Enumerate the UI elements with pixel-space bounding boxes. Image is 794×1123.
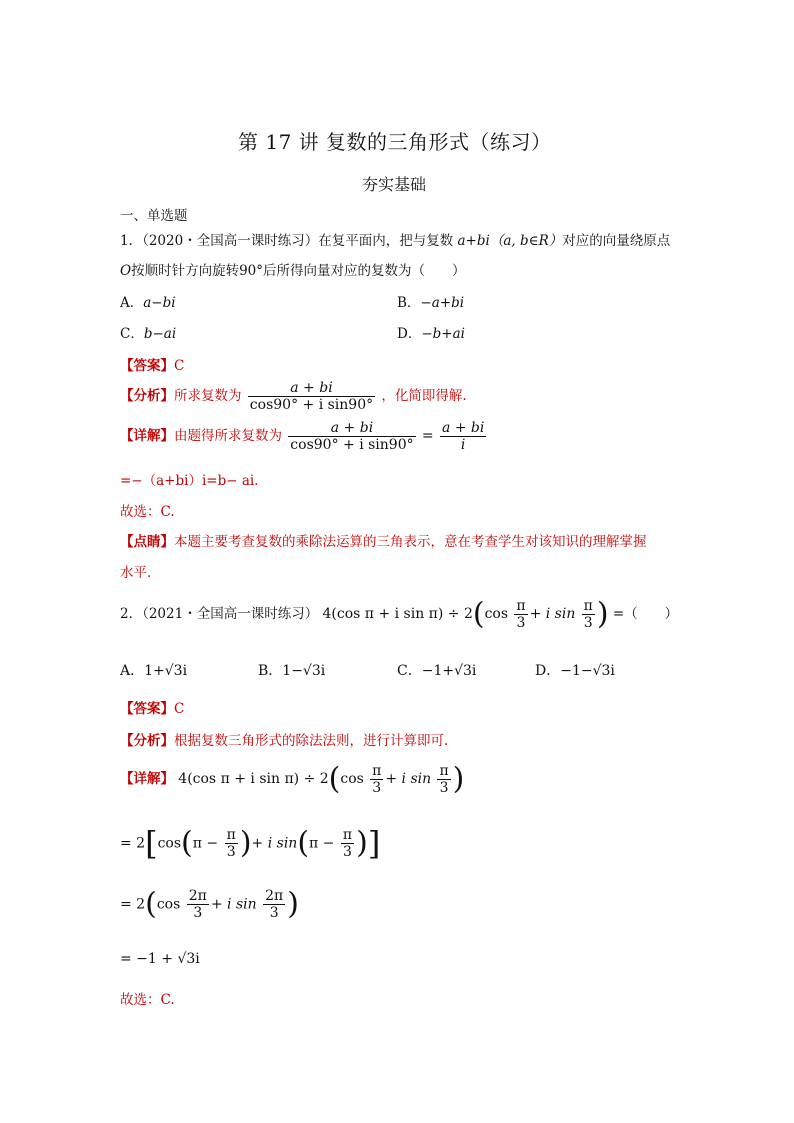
q2-option-c: C．−1+√3i (397, 663, 477, 679)
q2-detail: 【详解】 4(cos π + i sin π) ÷ 2(cos $\frac{\pi}{3}$ + i sin $\frac{\pi}{3}$ ) (120, 761, 465, 797)
q2-step-4: = −1 + √3i (120, 951, 200, 967)
q1-derivation-step: =−（a+bi）i=b− ai. (120, 473, 259, 489)
section-subtitle: 夯实基础 (362, 175, 427, 194)
q1-option-c: C．b−ai (120, 326, 177, 342)
q2-option-d: D．−1−√3i (535, 663, 615, 679)
q1-stem-line1: 1．（2020・全国高一课时练习）在复平面内，把与复数 a+bi（a, b∈R）对应的向量绕原点 (120, 233, 671, 249)
q1-comment-line1: 【点睛】本题主要考查复数的乘除法运算的三角表示，意在考查学生对该知识的理解掌握 (120, 534, 647, 550)
q1-analysis: 【分析】所求复数为 $\frac{a + bi}{\text{cos90° + i sin90°}}$ ，化简即得解. (120, 380, 467, 414)
q1-detail-fraction-2: $\frac{a + bi}{i}$ (441, 420, 485, 454)
question-type-heading: 一、单选题 (120, 208, 188, 224)
q2-analysis: 【分析】根据复数三角形式的除法法则，进行计算即可. (120, 733, 449, 749)
q2-step-2: = 2[cos(π − $\frac{\pi}{3}$ )+ i sin(π − $\frac{\pi}{3}$ )] (120, 824, 381, 863)
q1-analysis-fraction: $\frac{a + bi}{\text{cos90° + i sin90°}}$ (249, 380, 374, 414)
q1-conclusion: 故选：C. (120, 504, 175, 520)
q1-comment-line2: 水平. (120, 565, 152, 581)
q2-step-3: = 2(cos $\frac{2\pi}{3}$ + i sin $\frac{2\pi}{3}$ ) (120, 886, 299, 922)
page-title: 第 17 讲 复数的三角形式（练习） (238, 130, 552, 154)
q1-option-a: A．a−bi (120, 295, 176, 311)
q1-stem-line2: O按顺时针方向旋转90°后所得向量对应的复数为（ ） (120, 263, 466, 279)
q2-option-b: B．1−√3i (258, 663, 326, 679)
q1-option-b: B．−a+bi (397, 295, 465, 311)
q2-answer: 【答案】C (120, 701, 185, 717)
q1-detail: 【详解】由题得所求复数为 $\frac{a + bi}{\text{cos90° + i sin90°}}$ = $\frac{a + bi}{i}$ (120, 420, 485, 454)
q1-answer: 【答案】C (120, 358, 185, 374)
q2-stem: 2．（2021・全国高一课时练习） 4(cos π + i sin π) ÷ 2(cos $\frac{\pi}{3}$ + i sin $\frac{\pi}{3}$ ) =（ ） (120, 596, 679, 632)
q1-detail-fraction-1: $\frac{a + bi}{\text{cos90° + i sin90°}}$ (290, 420, 414, 454)
q2-option-a: A．1+√3i (120, 663, 188, 679)
q2-conclusion: 故选：C. (120, 992, 175, 1008)
q1-option-d: D．−b+ai (397, 326, 465, 342)
